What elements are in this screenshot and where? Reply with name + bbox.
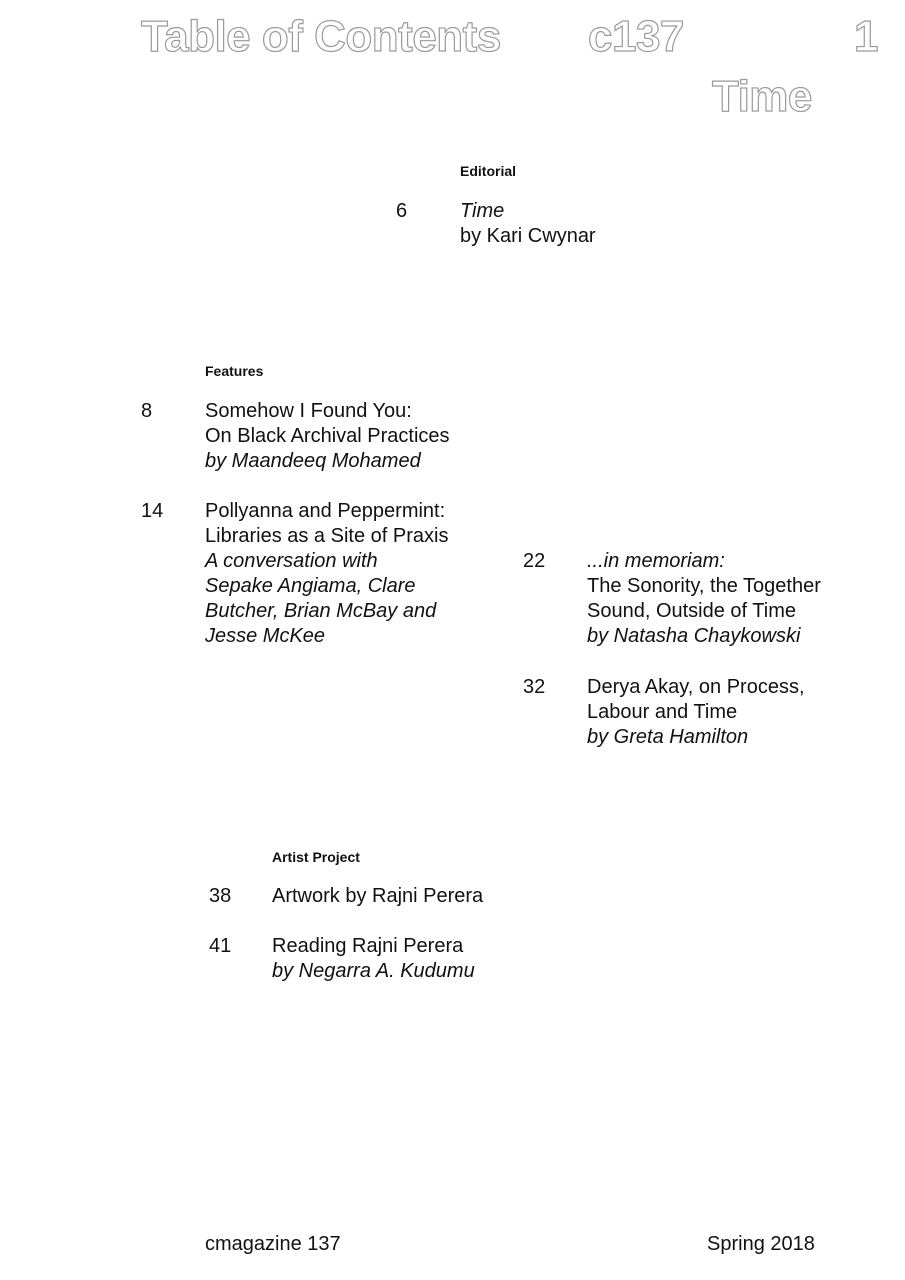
entry-title-line: Artwork by Rajni Perera xyxy=(272,885,484,907)
entry-title-line: Derya Akay, on Process, xyxy=(587,676,805,698)
entry-title-line: Pollyanna and Peppermint: xyxy=(205,500,446,522)
section-label-artist-project: Artist Project xyxy=(272,849,360,865)
entry-byline-line: Butcher, Brian McBay and xyxy=(205,600,437,622)
footer-publication: cmagazine 137 xyxy=(205,1233,341,1255)
entry-title-line: Labour and Time xyxy=(587,701,738,723)
entry-title-line: Libraries as a Site of Praxis xyxy=(205,525,449,547)
entry-title: Time xyxy=(460,200,505,222)
page-number: 1 xyxy=(854,12,878,61)
entry-page-feature-3: 22 xyxy=(523,550,546,572)
footer-season: Spring 2018 xyxy=(707,1233,815,1255)
entry-title-line: Sound, Outside of Time xyxy=(587,600,797,622)
entry-byline-line: by Negarra A. Kudumu xyxy=(272,960,475,982)
entry-byline: by Kari Cwynar xyxy=(460,225,596,247)
entry-byline-line: Sepake Angiama, Clare xyxy=(205,575,416,597)
section-label-features: Features xyxy=(205,363,264,379)
entry-page-feature-4: 32 xyxy=(523,676,546,698)
toc-title: Table of Contents xyxy=(141,12,501,61)
entry-page-editorial: 6 xyxy=(396,200,408,222)
entry-artist-1 xyxy=(272,884,483,909)
entry-byline-line: by Greta Hamilton xyxy=(587,726,749,748)
entry-page-feature-1: 8 xyxy=(141,400,153,422)
entry-byline-line: A conversation with xyxy=(205,550,378,572)
entry-feature-1 xyxy=(205,399,450,474)
entry-byline-line: by Maandeeq Mohamed xyxy=(205,450,421,472)
issue-theme: Time xyxy=(712,72,812,121)
entry-artist-2 xyxy=(272,934,475,984)
entry-byline-line: by Natasha Chaykowski xyxy=(587,625,801,647)
entry-title-line: The Sonority, the Together xyxy=(587,575,821,597)
entry-feature-4 xyxy=(587,675,805,750)
entry-feature-2 xyxy=(205,499,448,649)
entry-editorial xyxy=(460,199,596,249)
section-label-editorial: Editorial xyxy=(460,163,517,179)
entry-page-artist-2: 41 xyxy=(209,935,232,957)
entry-title-line: On Black Archival Practices xyxy=(205,425,450,447)
entry-page-feature-2: 14 xyxy=(141,500,164,522)
entry-title-line: Somehow I Found You: xyxy=(205,400,412,422)
entry-title-line: Reading Rajni Perera xyxy=(272,935,464,957)
entry-title-line: ...in memoriam: xyxy=(587,550,725,572)
entry-byline-line: Jesse McKee xyxy=(205,625,326,647)
issue-code: c137 xyxy=(588,12,684,61)
entry-feature-3 xyxy=(587,549,821,649)
entry-page-artist-1: 38 xyxy=(209,885,232,907)
